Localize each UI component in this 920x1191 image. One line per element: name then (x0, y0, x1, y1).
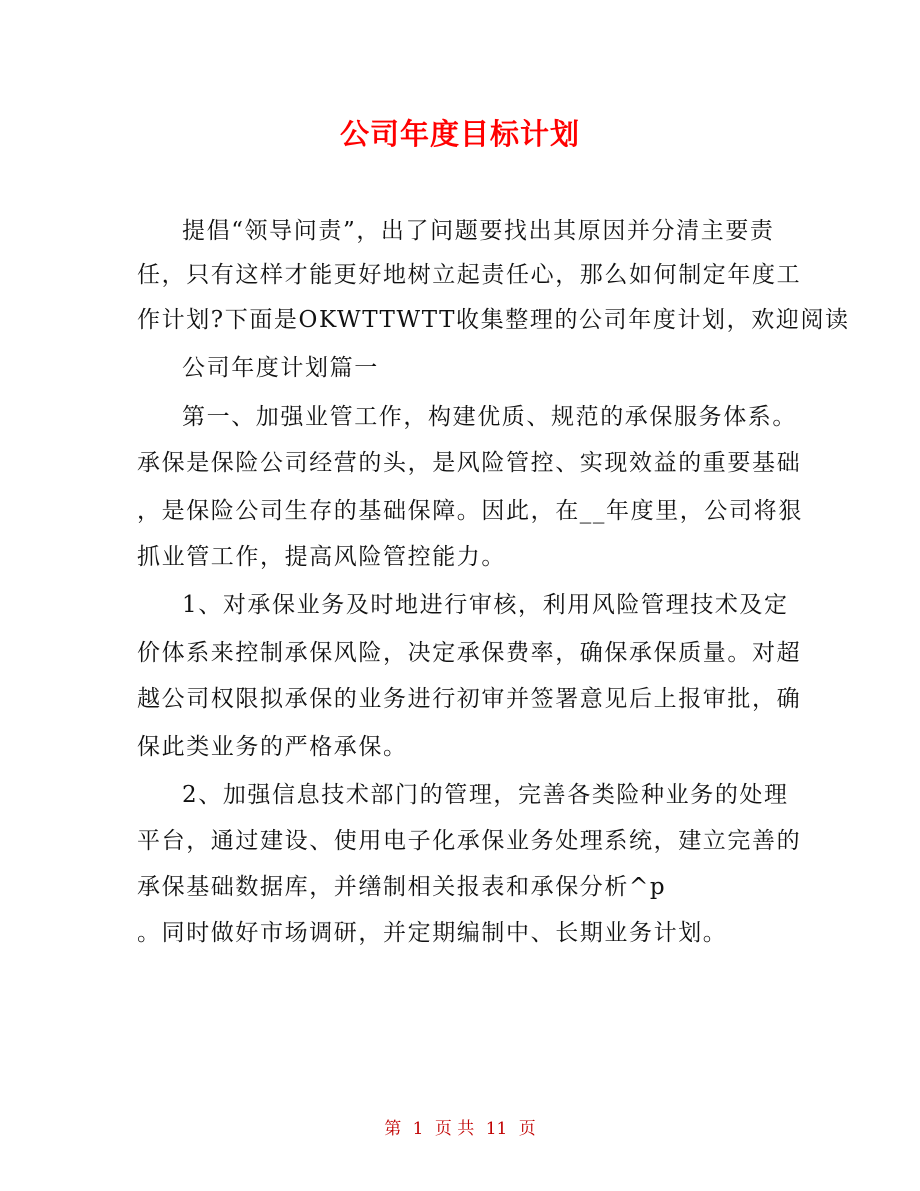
body-line: 。同时做好市场调研，并定期编制中、长期业务计划。 (137, 920, 728, 946)
body-line: 第一、加强业管工作，构建优质、规范的承保服务体系。 (182, 404, 797, 430)
footer-prefix: 第 (384, 1119, 402, 1139)
page-footer (0, 1114, 920, 1139)
body-line: 平台，通过建设、使用电子化承保业务处理系统，建立完善的 (137, 828, 802, 854)
footer-page-number: 1 (412, 1119, 424, 1139)
section-heading: 公司年度计划篇一 (182, 355, 379, 381)
body-line: 承保基础数据库，并缮制相关报表和承保分析^p (137, 874, 667, 900)
body-line: ，是保险公司生存的基础保障。因此，在__年度里，公司将狠 (137, 498, 803, 524)
body-line: 任，只有这样才能更好地树立起责任心，那么如何制定年度工 (137, 262, 802, 288)
body-line: 2、加强信息技术部门的管理，完善各类险种业务的处理 (182, 782, 789, 808)
body-line: 作计划?下面是OKWTTWTT收集整理的公司年度计划，欢迎阅读 (137, 307, 850, 333)
body-line: 保此类业务的严格承保。 (137, 734, 408, 760)
body-line: 提倡“领导问责”，出了问题要找出其原因并分清主要责 (182, 218, 775, 244)
footer-total-pages: 11 (485, 1119, 508, 1139)
body-line: 1、对承保业务及时地进行审核，利用风险管理技术及定 (182, 592, 789, 618)
footer-middle: 页 共 (434, 1119, 475, 1139)
footer-suffix: 页 (518, 1119, 536, 1139)
body-line: 越公司权限拟承保的业务进行初审并签署意见后上报审批，确 (137, 686, 802, 712)
body-line: 承保是保险公司经营的头，是风险管控、实现效益的重要基础 (137, 450, 802, 476)
document-title: 公司年度目标计划 (339, 117, 580, 151)
body-line: 抓业管工作，提高风险管控能力。 (137, 544, 506, 570)
body-line: 价体系来控制承保风险，决定承保费率，确保承保质量。对超 (137, 640, 802, 666)
